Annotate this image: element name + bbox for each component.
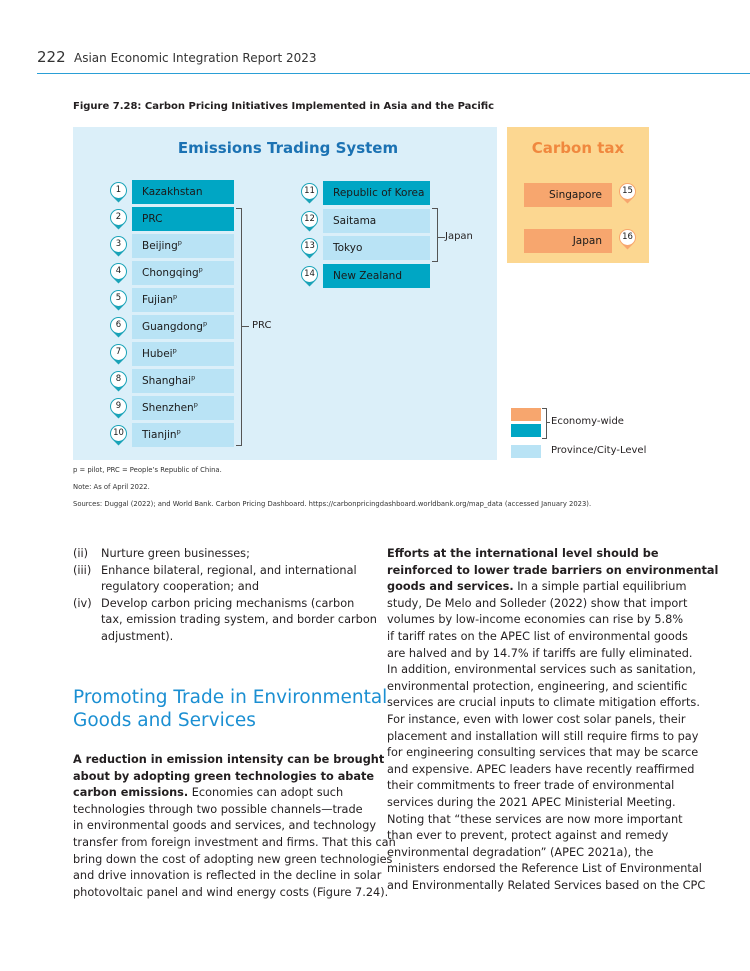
ets-item-10-number: 10 xyxy=(113,428,124,438)
paragraph-line: transfer from foreign investment and firms. That this can xyxy=(73,836,396,849)
ets-item-9-pilot-mark: p xyxy=(193,400,198,409)
figure-abbrev-note: p = pilot, PRC = People’s Republic of China. xyxy=(73,466,222,474)
paragraph-line: services during the 2021 APEC Ministerial Meeting. xyxy=(387,796,676,809)
ets-item-8-number: 8 xyxy=(115,374,122,384)
paragraph-line: are halved and by 14.7% if tariffs are fully eliminated. xyxy=(387,646,693,660)
tax-item-15-box xyxy=(524,183,612,207)
ets-item-5-box xyxy=(132,288,234,312)
paragraph-line: services are crucial inputs to climate mitigation efforts. xyxy=(387,696,700,710)
paragraph-line: A reduction in emission intensity can be brought xyxy=(73,753,385,766)
legend-economy-wide: Economy-wide xyxy=(551,416,624,427)
paragraph-text: Economies can adopt such xyxy=(188,786,344,800)
tax-item-16-label: Japan xyxy=(572,235,602,247)
tax-item-15-number: 15 xyxy=(622,186,633,196)
ets-item-1-number: 1 xyxy=(115,185,122,195)
paragraph-line: study, De Melo and Solleder (2022) show that import xyxy=(387,596,688,610)
list-item-text: Enhance bilateral, regional, and international xyxy=(101,563,357,577)
ets-item-13-label: Tokyo xyxy=(333,242,363,254)
paragraph-line: and expensive. APEC leaders have recently reaffirmed xyxy=(387,762,695,776)
carbon-tax-title: Carbon tax xyxy=(531,139,625,157)
paragraph-line: than ever to prevent, protect against and remedy xyxy=(387,829,669,843)
legend-swatch-tax xyxy=(511,408,541,421)
paragraph-lead-in: carbon emissions. xyxy=(73,786,189,800)
paragraph-line: environmental degradation” (APEC 2021a), the xyxy=(387,845,654,859)
ets-item-8-box xyxy=(132,369,234,393)
ets-item-3-pilot-mark: p xyxy=(177,238,182,247)
tax-item-16-number: 16 xyxy=(622,232,633,242)
ets-item-4-label: Chongqing xyxy=(142,267,199,279)
list-item-text: tax, emission trading system, and border carbon xyxy=(101,613,377,627)
paragraph-line: their commitments to freer trade of environmental xyxy=(387,779,675,793)
paragraph-text: In a simple partial equilibrium xyxy=(513,580,687,594)
figure-date-note: Note: As of April 2022. xyxy=(73,483,150,491)
header-rule xyxy=(37,73,750,74)
list-item-text: adjustment). xyxy=(101,630,174,643)
prc-bracket-label: PRC xyxy=(252,320,272,331)
paragraph-line: In addition, environmental services such as sanitation, xyxy=(387,663,696,677)
tax-item-15-label: Singapore xyxy=(549,189,602,201)
paragraph-line: and Environmentally Related Services based on the CPC xyxy=(387,879,706,892)
ets-item-12-label: Saitama xyxy=(333,214,377,227)
ets-item-5-number: 5 xyxy=(115,293,122,303)
ets-item-8-label: Shanghai xyxy=(142,375,192,387)
ets-item-4-number: 4 xyxy=(115,266,122,276)
legend-bracket-tick xyxy=(546,422,550,423)
figure-title: Figure 7.28: Carbon Pricing Initiatives Implemented in Asia and the Pacific xyxy=(73,101,495,112)
ets-item-1-box xyxy=(132,180,234,204)
page-number: 222 xyxy=(37,48,66,66)
ets-item-10-box xyxy=(132,423,234,447)
paragraph-line: ministers endorsed the Reference List of Environmental xyxy=(387,862,702,876)
legend-province-city: Province/City-Level xyxy=(551,445,647,456)
paragraph-line xyxy=(73,785,343,802)
ets-item-14-box xyxy=(323,264,430,288)
paragraph-line: about by adopting green technologies to abate xyxy=(73,769,375,783)
paragraph-line: technologies through two possible channels—trade xyxy=(73,802,363,816)
ets-item-11-label: Republic of Korea xyxy=(333,187,425,199)
paragraph-line: reinforced to lower trade barriers on environmental xyxy=(387,563,719,577)
ets-item-11-box xyxy=(323,181,430,205)
ets-title: Emissions Trading System xyxy=(177,139,399,157)
paragraph-line: Noting that “these services are now more important xyxy=(387,812,683,826)
legend-swatch-province xyxy=(511,445,541,458)
ets-item-9-number: 9 xyxy=(115,401,122,411)
ets-item-7-box xyxy=(132,342,234,366)
ets-item-5-label: Fujian xyxy=(142,294,174,306)
ets-item-4-box xyxy=(132,261,234,285)
prc-bracket xyxy=(236,208,242,446)
paragraph-line: photovoltaic panel and wind energy costs (Figure 7.24). xyxy=(73,885,389,899)
list-item-number: (ii) xyxy=(73,547,89,560)
figure-sources: Sources: Duggal (2022); and World Bank. Carbon Pricing Dashboard. https://carbonpricingdashboard.worldbank.org/map_data (accessed January 2023). xyxy=(73,500,592,508)
ets-item-3-number: 3 xyxy=(115,239,122,249)
prc-bracket-tick xyxy=(241,326,249,327)
paragraph-lead-in: goods and services. xyxy=(387,580,514,594)
ets-item-5-pilot-mark: p xyxy=(173,292,178,301)
list-item-number: (iii) xyxy=(73,563,92,577)
paragraph-line: Efforts at the international level should be xyxy=(387,547,659,560)
list-item-text: regulatory cooperation; and xyxy=(101,580,260,594)
paragraph-line: For instance, even with lower cost solar panels, their xyxy=(387,713,686,726)
legend-bracket xyxy=(542,408,547,439)
paragraph-line: for engineering consulting services that may be scarce xyxy=(387,746,699,760)
ets-item-9-label: Shenzhen xyxy=(142,402,194,414)
paragraph-line xyxy=(387,579,686,596)
ets-item-6-box xyxy=(132,315,234,339)
ets-item-11-number: 11 xyxy=(304,186,315,196)
ets-item-8-pilot-mark: p xyxy=(191,373,196,382)
ets-item-10-label: Tianjin xyxy=(142,429,177,441)
paragraph-line: in environmental goods and services, and technology xyxy=(73,819,377,833)
paragraph-line: if tariff rates on the APEC list of environmental goods xyxy=(387,630,688,643)
ets-item-13-number: 13 xyxy=(304,241,315,251)
ets-item-7-label: Hubei xyxy=(142,348,173,360)
list-item-text: Nurture green businesses; xyxy=(101,547,250,560)
ets-item-4-pilot-mark: p xyxy=(198,265,203,274)
paragraph-line: volumes by low-income economies can rise by 5.8% xyxy=(387,613,684,627)
paragraph-line: bring down the cost of adopting new green technologies xyxy=(73,852,393,866)
ets-item-2-label: PRC xyxy=(142,213,163,225)
ets-item-7-pilot-mark: p xyxy=(172,346,177,355)
paragraph-line: placement and installation will still require firms to pay xyxy=(387,729,699,743)
paragraph-line: and drive innovation is reflected in the decline in solar xyxy=(73,869,382,883)
list-item-text: Develop carbon pricing mechanisms (carbon xyxy=(101,596,355,610)
ets-item-13-box xyxy=(323,236,430,260)
ets-item-3-label: Beijing xyxy=(142,240,178,252)
running-title: Asian Economic Integration Report 2023 xyxy=(74,51,317,65)
ets-item-10-pilot-mark: p xyxy=(176,427,181,436)
ets-item-2-box xyxy=(132,207,234,231)
japan-bracket-label: Japan xyxy=(445,231,473,242)
ets-item-6-pilot-mark: p xyxy=(202,319,208,328)
section-heading: Promoting Trade in Environmental xyxy=(73,687,388,708)
ets-item-9-box xyxy=(132,396,234,420)
ets-item-12-box xyxy=(323,209,430,233)
ets-item-14-number: 14 xyxy=(304,268,315,279)
ets-item-6-label: Guangdong xyxy=(142,321,203,333)
ets-item-1-label: Kazakhstan xyxy=(142,186,203,198)
ets-item-6-number: 6 xyxy=(115,320,122,330)
ets-item-7-number: 7 xyxy=(115,347,122,357)
ets-item-12-number: 12 xyxy=(304,213,315,224)
legend-swatch-ets xyxy=(511,424,541,437)
list-item-number: (iv) xyxy=(73,596,92,610)
ets-item-3-box xyxy=(132,234,234,258)
paragraph-line: environmental protection, engineering, and scientific xyxy=(387,679,688,693)
section-heading: Goods and Services xyxy=(73,710,256,731)
tax-item-16-box xyxy=(524,229,612,253)
ets-item-2-number: 2 xyxy=(115,212,122,222)
ets-item-14-label: New Zealand xyxy=(333,269,402,282)
japan-bracket xyxy=(432,208,438,262)
japan-bracket-tick xyxy=(437,237,445,238)
